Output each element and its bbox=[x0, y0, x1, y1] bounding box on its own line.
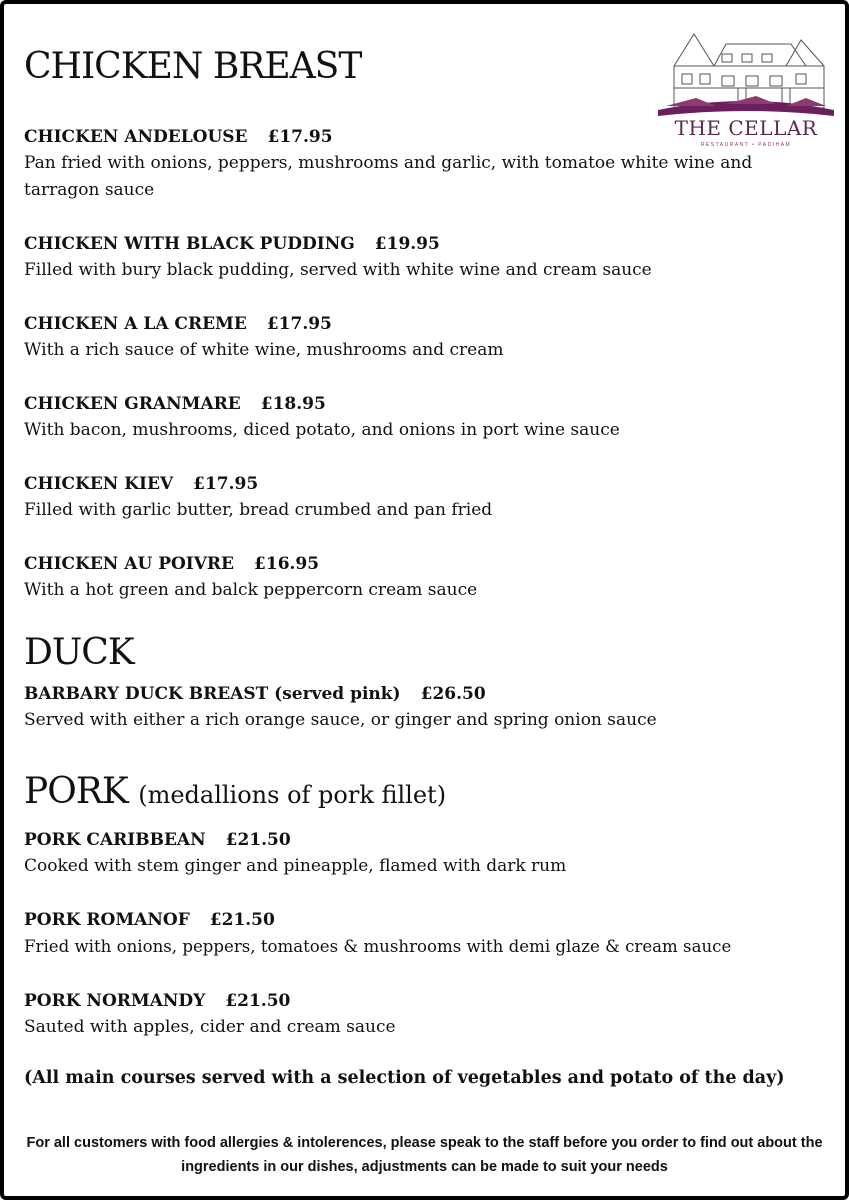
item-description: With a hot green and balck peppercorn cream sauce bbox=[24, 580, 478, 600]
item-price: £17.95 bbox=[193, 474, 259, 494]
section-title-chicken: CHICKEN BREAST bbox=[24, 46, 362, 87]
item-description: Pan fried with onions, peppers, mushrooms and garlic, with tomatoe white wine and tarragon sauce bbox=[24, 153, 753, 200]
menu-item-chicken-au-poivre bbox=[24, 551, 825, 604]
section-title-pork-main: PORK bbox=[24, 771, 128, 812]
allergy-notice: For all customers with food allergies & intolerences, please speak to the staff before you order to find out about the ingredients in our dishes, adjustments can be made to suit your needs bbox=[26, 1135, 823, 1175]
item-name: CHICKEN GRANMARE bbox=[24, 394, 241, 414]
item-description: Sauted with apples, cider and cream sauce bbox=[24, 1017, 396, 1037]
menu-item-pork-caribbean bbox=[24, 827, 825, 880]
item-description: Served with either a rich orange sauce, or ginger and spring onion sauce bbox=[24, 710, 657, 730]
item-price: £16.95 bbox=[254, 554, 320, 574]
item-name: CHICKEN AU POIVRE bbox=[24, 554, 235, 574]
menu-item-chicken-andelouse bbox=[24, 124, 825, 204]
logo-tagline: RESTAURANT • PADIHAM bbox=[700, 142, 792, 148]
menu-item-barbary-duck bbox=[24, 681, 825, 734]
item-price: £19.95 bbox=[374, 234, 440, 254]
menu-item-chicken-kiev bbox=[24, 471, 825, 524]
menu-item-chicken-a-la-creme bbox=[24, 311, 825, 364]
logo-name: THE CELLAR bbox=[674, 116, 818, 140]
item-description: Fried with onions, peppers, tomatoes & mushrooms with demi glaze & cream sauce bbox=[24, 937, 732, 956]
item-description: Filled with bury black pudding, served with white wine and cream sauce bbox=[24, 260, 652, 280]
item-name: PORK CARIBBEAN bbox=[24, 830, 206, 850]
item-name: PORK NORMANDY bbox=[24, 991, 206, 1011]
item-price: £26.50 bbox=[420, 684, 486, 704]
item-name: PORK ROMANOF bbox=[24, 910, 190, 930]
menu-item-chicken-granmare bbox=[24, 391, 825, 444]
item-description: With a rich sauce of white wine, mushrooms and cream bbox=[24, 340, 504, 360]
section-subtitle-pork: (medallions of pork fillet) bbox=[138, 781, 447, 809]
menu-item-pork-romanof bbox=[24, 907, 825, 960]
item-price: £17.95 bbox=[267, 127, 333, 147]
main-course-note: (All main courses served with a selection of vegetables and potato of the day) bbox=[24, 1068, 785, 1088]
section-title-duck: DUCK bbox=[24, 632, 134, 673]
item-price: £21.50 bbox=[225, 830, 291, 850]
item-description: Cooked with stem ginger and pineapple, flamed with dark rum bbox=[24, 856, 567, 876]
item-description: Filled with garlic butter, bread crumbed and pan fried bbox=[24, 500, 493, 520]
menu-item-pork-normandy bbox=[24, 988, 825, 1041]
item-price: £17.95 bbox=[266, 314, 332, 334]
item-price: £21.50 bbox=[209, 910, 275, 930]
item-name: CHICKEN A LA CREME bbox=[24, 314, 247, 334]
section-title-pork bbox=[24, 771, 446, 812]
item-name: CHICKEN KIEV bbox=[24, 474, 174, 494]
item-description: With bacon, mushrooms, diced potato, and onions in port wine sauce bbox=[24, 420, 620, 440]
item-price: £21.50 bbox=[225, 991, 291, 1011]
item-name: CHICKEN ANDELOUSE bbox=[24, 127, 248, 147]
item-name: BARBARY DUCK BREAST (served pink) bbox=[24, 684, 401, 704]
menu-item-chicken-black-pudding bbox=[24, 231, 825, 284]
item-name: CHICKEN WITH BLACK PUDDING bbox=[24, 234, 355, 254]
item-price: £18.95 bbox=[260, 394, 326, 414]
